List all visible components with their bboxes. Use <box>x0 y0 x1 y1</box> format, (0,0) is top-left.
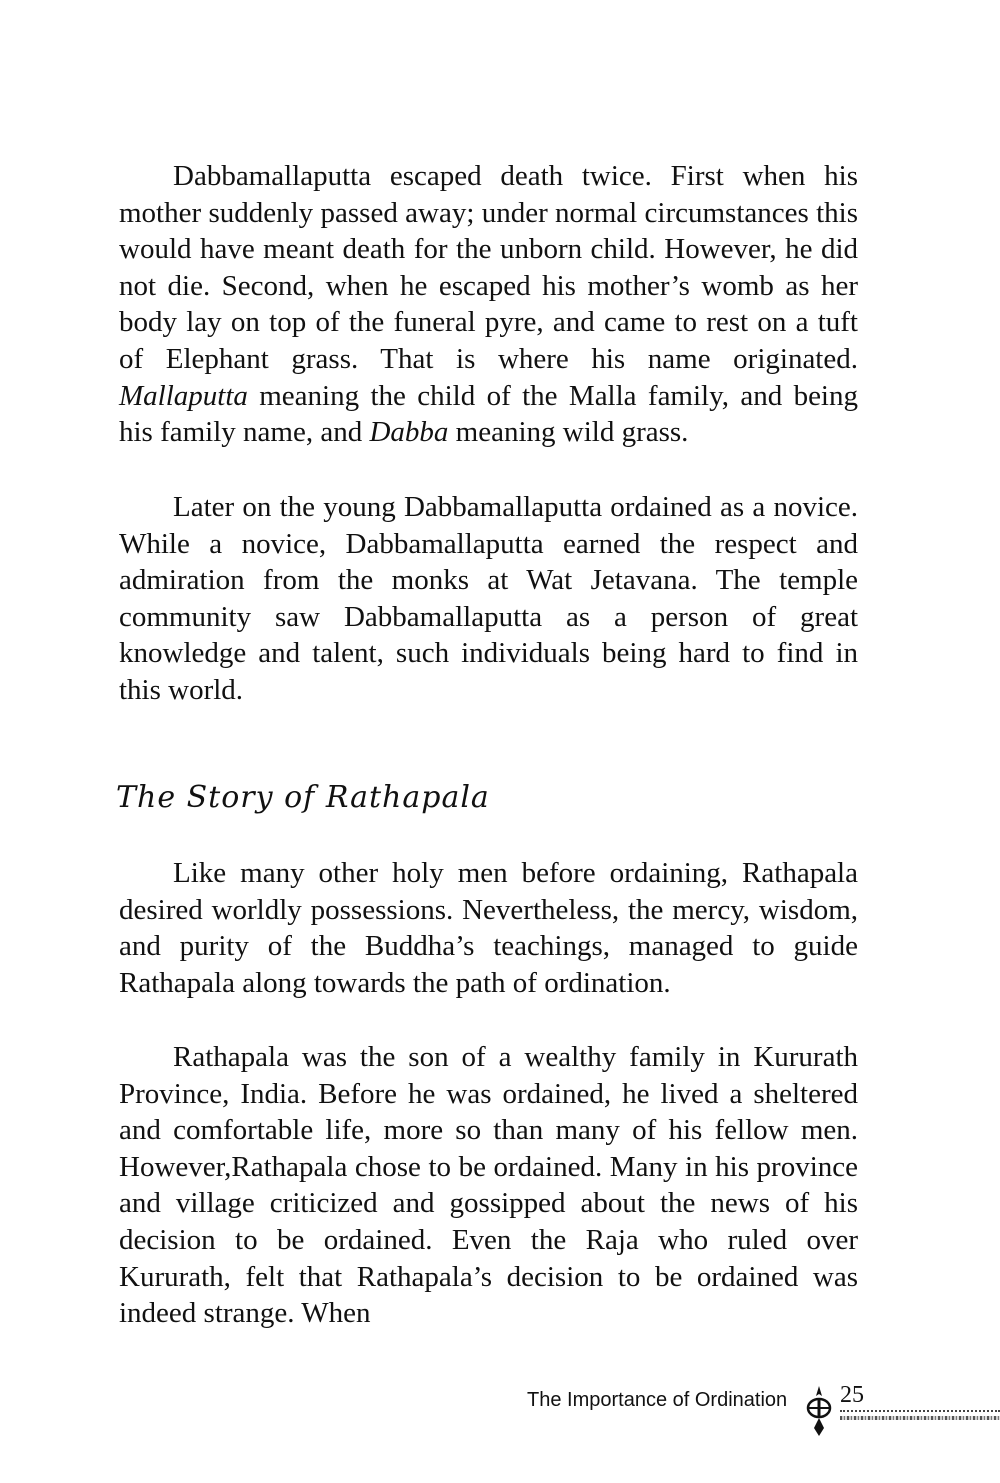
lotus-ornament-icon <box>805 1384 833 1438</box>
paragraph-rathapala-family: Rathapala was the son of a wealthy family in Kururath Province, India. Before he was ordained, he lived a sheltered and comfortable life, more so than many of his fellow men. However,Rathapala chose to be ordained. Many in his province and village criticized and gossipped about the news of his decision to be ordained. Even the Raja who ruled over Kururath, felt that Rathapala’s decision to be ordained was indeed strange. When <box>119 1041 858 1330</box>
paragraph-rathapala-intro: Like many other holy men before ordaining, Rathapala desired worldly possessions. Nevertheless, the mercy, wisdom, and purity of the Buddha’s teachings, managed to guide Rathapala along towards the path of ordination. <box>119 857 858 999</box>
section-heading: The Story of Rathapala <box>116 780 490 815</box>
paragraph-text: meaning the child of the Malla family, and being his family name, and <box>119 379 858 449</box>
footer-decorative-band <box>840 1416 1000 1420</box>
term-mallaputta: Mallaputta <box>119 379 248 412</box>
paragraph-novice: Later on the young Dabbamallaputta ordained as a novice. While a novice, Dabbamallaputta earned the respect and admiration from the monks at Wat Jetavana. The temple community saw Dabbamallaputta as a person of great knowledge and talent, such individuals being hard to find in this world. <box>119 491 858 706</box>
running-footer-title: The Importance of Ordination <box>527 1389 788 1411</box>
term-dabba: Dabba <box>369 416 449 449</box>
paragraph-text: Dabbamallaputta escaped death twice. First when his mother suddenly passed away; under normal circumstances this would have meant death for the unborn child. However, he did not die. Second, when he escaped his mother’s womb as her body lay on top of the funeral pyre, and came to rest on a tuft of Elephant grass. That is where his name originated. <box>119 160 858 375</box>
page-footer <box>0 1380 1000 1460</box>
paragraph-text: meaning wild grass. <box>448 416 689 449</box>
footer-dotted-rule <box>840 1410 1000 1412</box>
page-number: 25 <box>840 1382 864 1408</box>
paragraph-dabbamallaputta-escape <box>119 158 858 451</box>
